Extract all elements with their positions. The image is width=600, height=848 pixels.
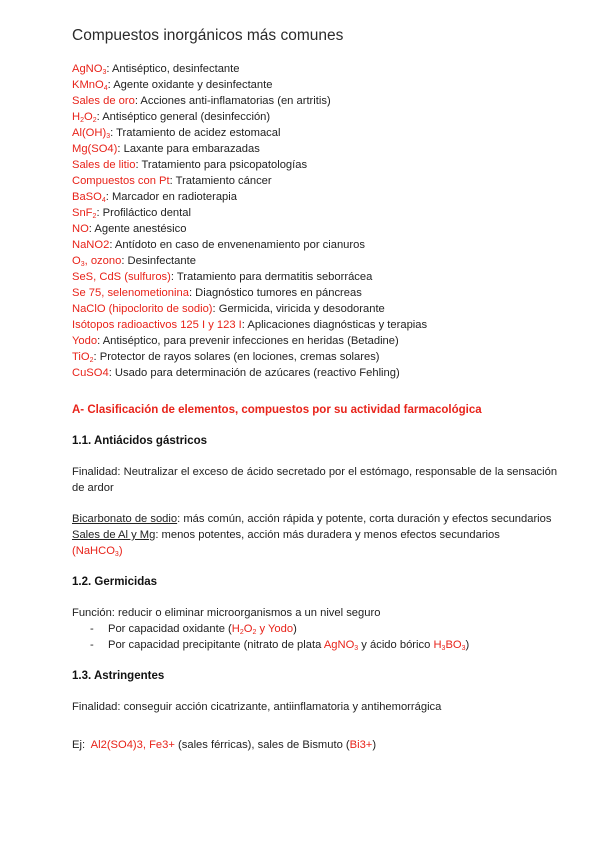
compound-description: : Agente oxidante y desinfectante	[107, 79, 273, 91]
compound-item	[72, 205, 572, 221]
germicidas-list	[72, 621, 572, 653]
compound-formula: O	[72, 255, 81, 267]
heading-germicidas: 1.2. Germicidas	[72, 576, 158, 588]
bicarbonato-text: : más común, acción rápida y potente, corta duración y efectos secundarios	[177, 513, 552, 525]
compound-list	[72, 61, 572, 381]
document-page	[72, 26, 572, 753]
germicida-oxidante-text: Por capacidad oxidante (	[108, 623, 232, 635]
bicarbonato-label: Bicarbonato de sodio	[72, 513, 178, 525]
formula-h: H	[433, 639, 442, 651]
compound-formula: Compuestos con Pt	[72, 175, 170, 187]
compound-item	[72, 141, 572, 157]
formula-bo: BO	[445, 639, 462, 651]
ejemplo-formula-bismuto: Bi3+	[349, 739, 373, 751]
compound-formula-rest: , ozono	[84, 255, 122, 267]
compound-formula-sub: 4	[103, 85, 108, 92]
page-title: Compuestos inorgánicos más comunes	[72, 27, 344, 44]
compound-item	[72, 173, 572, 189]
formula-sub: 2	[239, 629, 244, 636]
compound-description: : Antídoto en caso de envenenamiento por cianuros	[109, 239, 365, 251]
formula-agno3: AgNO	[323, 639, 355, 651]
compound-formula-sub: 2	[89, 357, 94, 364]
compound-formula: TiO	[72, 351, 90, 363]
compound-formula: AgNO	[72, 63, 103, 75]
compound-formula-sub: 4	[101, 197, 106, 204]
compound-formula: CuSO4	[72, 367, 109, 379]
germicidas-funcion: Función: reducir o eliminar microorganismos a un nivel seguro	[72, 607, 381, 619]
ejemplo-label: Ej:	[72, 739, 91, 751]
compound-formula: NO	[72, 223, 89, 235]
astringentes-finalidad: Finalidad: conseguir acción cicatrizante, antiinflamatoria y antihemorrágica	[72, 701, 442, 713]
compound-formula: H	[72, 111, 81, 123]
astringentes-ejemplo	[72, 737, 572, 753]
compound-description: : Desinfectante	[121, 255, 196, 267]
compound-formula: Sales de oro	[72, 95, 135, 107]
nahco3-line	[72, 543, 572, 559]
compound-formula: Mg(SO4)	[72, 143, 118, 155]
heading-astringentes: 1.3. Astringentes	[72, 670, 165, 682]
nahco3-formula: NaHCO	[75, 545, 115, 557]
compound-description: : Tratamiento cáncer	[169, 175, 272, 187]
dash-bullet: -	[90, 623, 94, 635]
compound-description: : Antiséptico general (desinfección)	[96, 111, 271, 123]
dash-bullet: -	[90, 639, 94, 651]
list-item	[72, 621, 572, 637]
compound-item	[72, 253, 572, 269]
sales-al-mg-text: : menos potentes, acción más duradera y menos efectos secundarios	[155, 529, 500, 541]
formula-o: O	[243, 623, 253, 635]
compound-description: : Protector de rayos solares (en lociones, cremas solares)	[93, 351, 380, 363]
compound-item	[72, 349, 572, 365]
compound-item	[72, 109, 572, 125]
compound-item	[72, 93, 572, 109]
compound-item	[72, 365, 572, 381]
formula-sub: 2	[252, 629, 257, 636]
compound-item	[72, 189, 572, 205]
compound-item	[72, 269, 572, 285]
compound-formula: Al(OH)	[72, 127, 107, 139]
acido-borico-text: y ácido bórico	[358, 639, 434, 651]
heading-antiacidos: 1.1. Antiácidos gástricos	[72, 435, 208, 447]
formula-sub: 3	[461, 645, 466, 652]
compound-item	[72, 77, 572, 93]
compound-formula-sub: 3	[80, 261, 85, 268]
compound-description: : Profiláctico dental	[96, 207, 191, 219]
compound-description: : Antiséptico, desinfectante	[106, 63, 240, 75]
sales-al-mg-line	[72, 527, 572, 543]
compound-item	[72, 61, 572, 77]
compound-formula-sub: 2	[92, 213, 97, 220]
compound-formula-sub: 2	[92, 117, 97, 124]
list-item	[72, 637, 572, 653]
compound-formula: NaNO2	[72, 239, 110, 251]
compound-item	[72, 333, 572, 349]
compound-formula-rest: O	[84, 111, 93, 123]
compound-description: : Antiséptico, para prevenir infecciones en heridas (Betadine)	[97, 335, 399, 347]
compound-formula: NaClO (hipoclorito de sodio)	[72, 303, 213, 315]
compound-formula-sub: 3	[102, 69, 107, 76]
compound-description: : Germicida, viricida y desodorante	[212, 303, 385, 315]
ejemplo-formula-aluminio-hierro: Al2(SO4)3, Fe3+	[90, 739, 175, 751]
compound-formula: SeS, CdS (sulfuros)	[72, 271, 171, 283]
nahco3-close: )	[118, 545, 123, 557]
compound-description: : Diagnóstico tumores en páncreas	[188, 287, 362, 299]
compound-formula-sub: 3	[106, 133, 111, 140]
compound-description: : Acciones anti-inflamatorias (en artritis)	[134, 95, 331, 107]
compound-description: : Laxante para embarazadas	[117, 143, 260, 155]
compound-description: : Usado para determinación de azúcares (reactivo Fehling)	[108, 367, 400, 379]
compound-item	[72, 125, 572, 141]
compound-formula: KMnO	[72, 79, 104, 91]
compound-formula: Sales de litio	[72, 159, 136, 171]
nahco3-sub: 3	[114, 551, 119, 558]
ejemplo-text: (sales férricas), sales de Bismuto (	[174, 739, 350, 751]
section-a-heading: A- Clasificación de elementos, compuestos por su actividad farmacológica	[72, 404, 482, 416]
sales-al-mg-label: Sales de Al y Mg	[72, 529, 156, 541]
compound-formula: Yodo	[72, 335, 98, 347]
compound-formula-sub: 2	[80, 117, 84, 124]
compound-description: : Tratamiento para psicopatologías	[135, 159, 308, 171]
compound-item	[72, 157, 572, 173]
compound-item	[72, 221, 572, 237]
close-paren: )	[372, 739, 377, 751]
bicarbonato-line	[72, 511, 572, 527]
compound-item	[72, 285, 572, 301]
antiacidos-finalidad: Finalidad: Neutralizar el exceso de ácido secretado por el estómago, responsable de la sensación de ardor	[72, 466, 558, 494]
germicida-precipitante-text: Por capacidad precipitante (nitrato de plata	[108, 639, 324, 651]
formula-sub: 3	[441, 645, 446, 652]
compound-description: : Tratamiento para dermatitis seborrácea	[170, 271, 373, 283]
compound-item	[72, 301, 572, 317]
compound-item	[72, 317, 572, 333]
compound-description: : Agente anestésico	[88, 223, 187, 235]
yodo-text: y Yodo	[256, 623, 294, 635]
formula-sub: 3	[354, 645, 359, 652]
close-paren: )	[465, 639, 470, 651]
compound-description: : Aplicaciones diagnósticas y terapias	[241, 319, 428, 331]
close-paren: )	[293, 623, 297, 635]
compound-formula: BaSO	[72, 191, 102, 203]
compound-formula: SnF	[72, 207, 93, 219]
compound-description: : Marcador en radioterapia	[105, 191, 237, 203]
compound-formula: Se 75, selenometionina	[72, 287, 189, 299]
compound-item	[72, 237, 572, 253]
compound-formula: Isótopos radioactivos 125 I y 123 I	[72, 319, 242, 331]
compound-description: : Tratamiento de acidez estomacal	[110, 127, 281, 139]
formula-h: H	[231, 623, 240, 635]
nahco3-open: (	[72, 545, 76, 557]
